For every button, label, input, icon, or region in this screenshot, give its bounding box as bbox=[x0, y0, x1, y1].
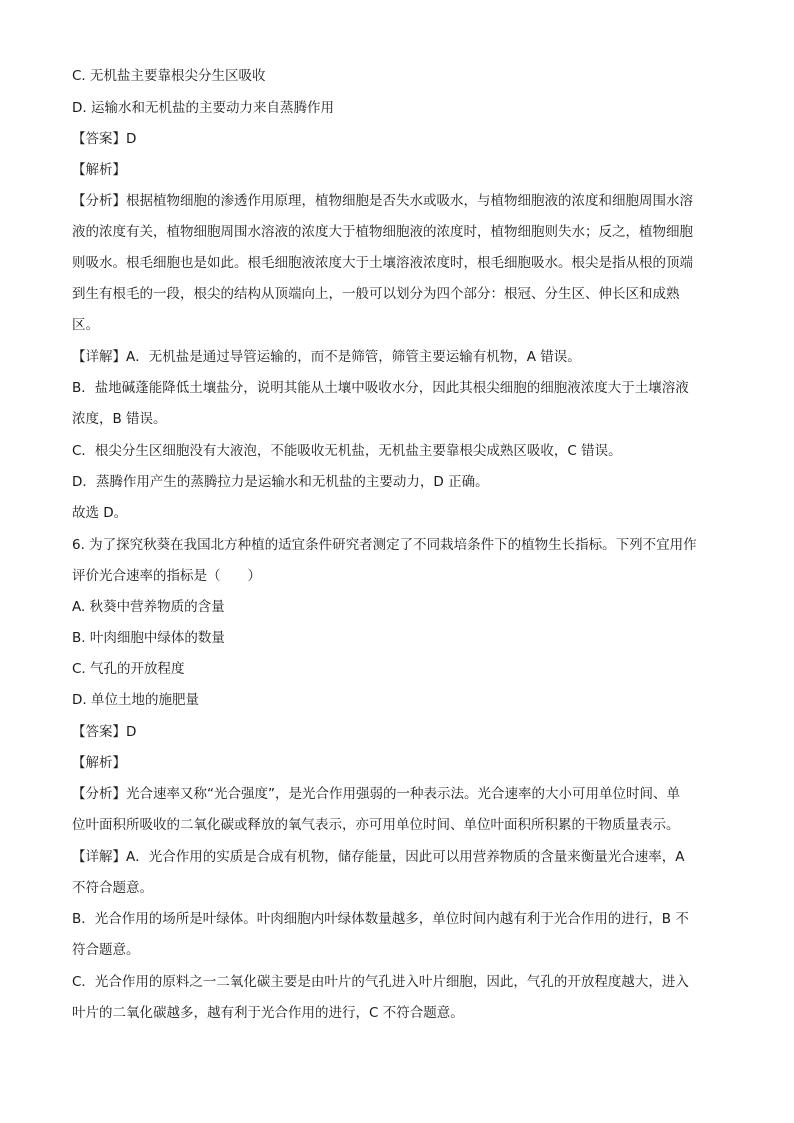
detail-text-line: 浓度，B 错误。 bbox=[72, 411, 167, 427]
option-a-line: A. 秋葵中营养物质的含量 bbox=[72, 599, 225, 615]
analysis-text-line: 则吸水。根毛细胞也是如此。根毛细胞液浓度大于土壤溶液浓度时，根毛细胞吸水。根尖是指从根的顶端 bbox=[72, 255, 693, 271]
detail-text-line: D．蒸腾作用产生的蒸腾拉力是运输水和无机盐的主要动力，D 正确。 bbox=[72, 474, 489, 490]
analysis-text-line: 位叶面积所吸收的二氧化碳或释放的氧气表示，亦可用单位时间、单位叶面积所积累的干物质量表示。 bbox=[72, 817, 680, 833]
detail-text-line: 不符合题意。 bbox=[72, 880, 153, 896]
conclusion-line: 故选 D。 bbox=[72, 505, 128, 521]
analysis-text-line: 到生有根毛的一段，根尖的结构从顶端向上，一般可以划分为四个部分：根冠、分生区、伸长区和成熟 bbox=[72, 286, 680, 302]
analysis-text-line: 【分析】光合速率又称“光合强度”，是光合作用强弱的一种表示法。光合速率的大小可用单位时间、单 bbox=[72, 786, 680, 802]
detail-text-line: B．盐地碱蓬能降低土壤盐分，说明其能从土壤中吸收水分，因此其根尖细胞的细胞液浓度大于土壤溶液 bbox=[72, 380, 689, 396]
analysis-label: 【解析】 bbox=[72, 755, 126, 771]
detail-text-line: C．光合作用的原料之一二氧化碳主要是由叶片的气孔进入叶片细胞，因此，气孔的开放程度越大，进入 bbox=[72, 974, 689, 990]
option-d-line: D. 运输水和无机盐的主要动力来自蒸腾作用 bbox=[72, 100, 334, 116]
analysis-text-line: 【分析】根据植物细胞的渗透作用原理，植物细胞是否失水或吸水，与植物细胞液的浓度和细胞周围水溶 bbox=[72, 193, 693, 209]
analysis-text-line: 区。 bbox=[72, 317, 99, 333]
option-d-line: D. 单位土地的施肥量 bbox=[72, 692, 199, 708]
detail-text-line: B．光合作用的场所是叶绿体。叶肉细胞内叶绿体数量越多，单位时间内越有利于光合作用的进行，B 不 bbox=[72, 911, 689, 927]
detail-text-line: C．根尖分生区细胞没有大液泡，不能吸收无机盐，无机盐主要靠根尖成熟区吸收，C 错误。 bbox=[72, 443, 622, 459]
analysis-label: 【解析】 bbox=[72, 162, 126, 178]
answer-label: 【答案】D bbox=[72, 724, 137, 740]
detail-text-line: 叶片的二氧化碳越多，越有利于光合作用的进行，C 不符合题意。 bbox=[72, 1005, 464, 1021]
question-6-stem: 评价光合速率的指标是（ ） bbox=[72, 568, 261, 584]
option-c-line: C. 气孔的开放程度 bbox=[72, 661, 185, 677]
option-c-line: C. 无机盐主要靠根尖分生区吸收 bbox=[72, 68, 266, 84]
detail-text-line: 【详解】A．光合作用的实质是合成有机物，储存能量，因此可以用营养物质的含量来衡量光合速率，A bbox=[72, 849, 685, 865]
option-b-line: B. 叶肉细胞中绿体的数量 bbox=[72, 630, 225, 646]
detail-text-line: 符合题意。 bbox=[72, 942, 140, 958]
answer-label: 【答案】D bbox=[72, 131, 137, 147]
analysis-text-line: 液的浓度有关，植物细胞周围水溶液的浓度大于植物细胞液的浓度时，植物细胞则失水；反之，植物细胞 bbox=[72, 224, 693, 240]
detail-text-line: 【详解】A．无机盐是通过导管运输的，而不是筛管，筛管主要运输有机物，A 错误。 bbox=[72, 349, 581, 365]
question-6-stem: 6. 为了探究秋葵在我国北方种植的适宜条件研究者测定了不同栽培条件下的植物生长指标。下列不宜用作 bbox=[72, 537, 697, 553]
